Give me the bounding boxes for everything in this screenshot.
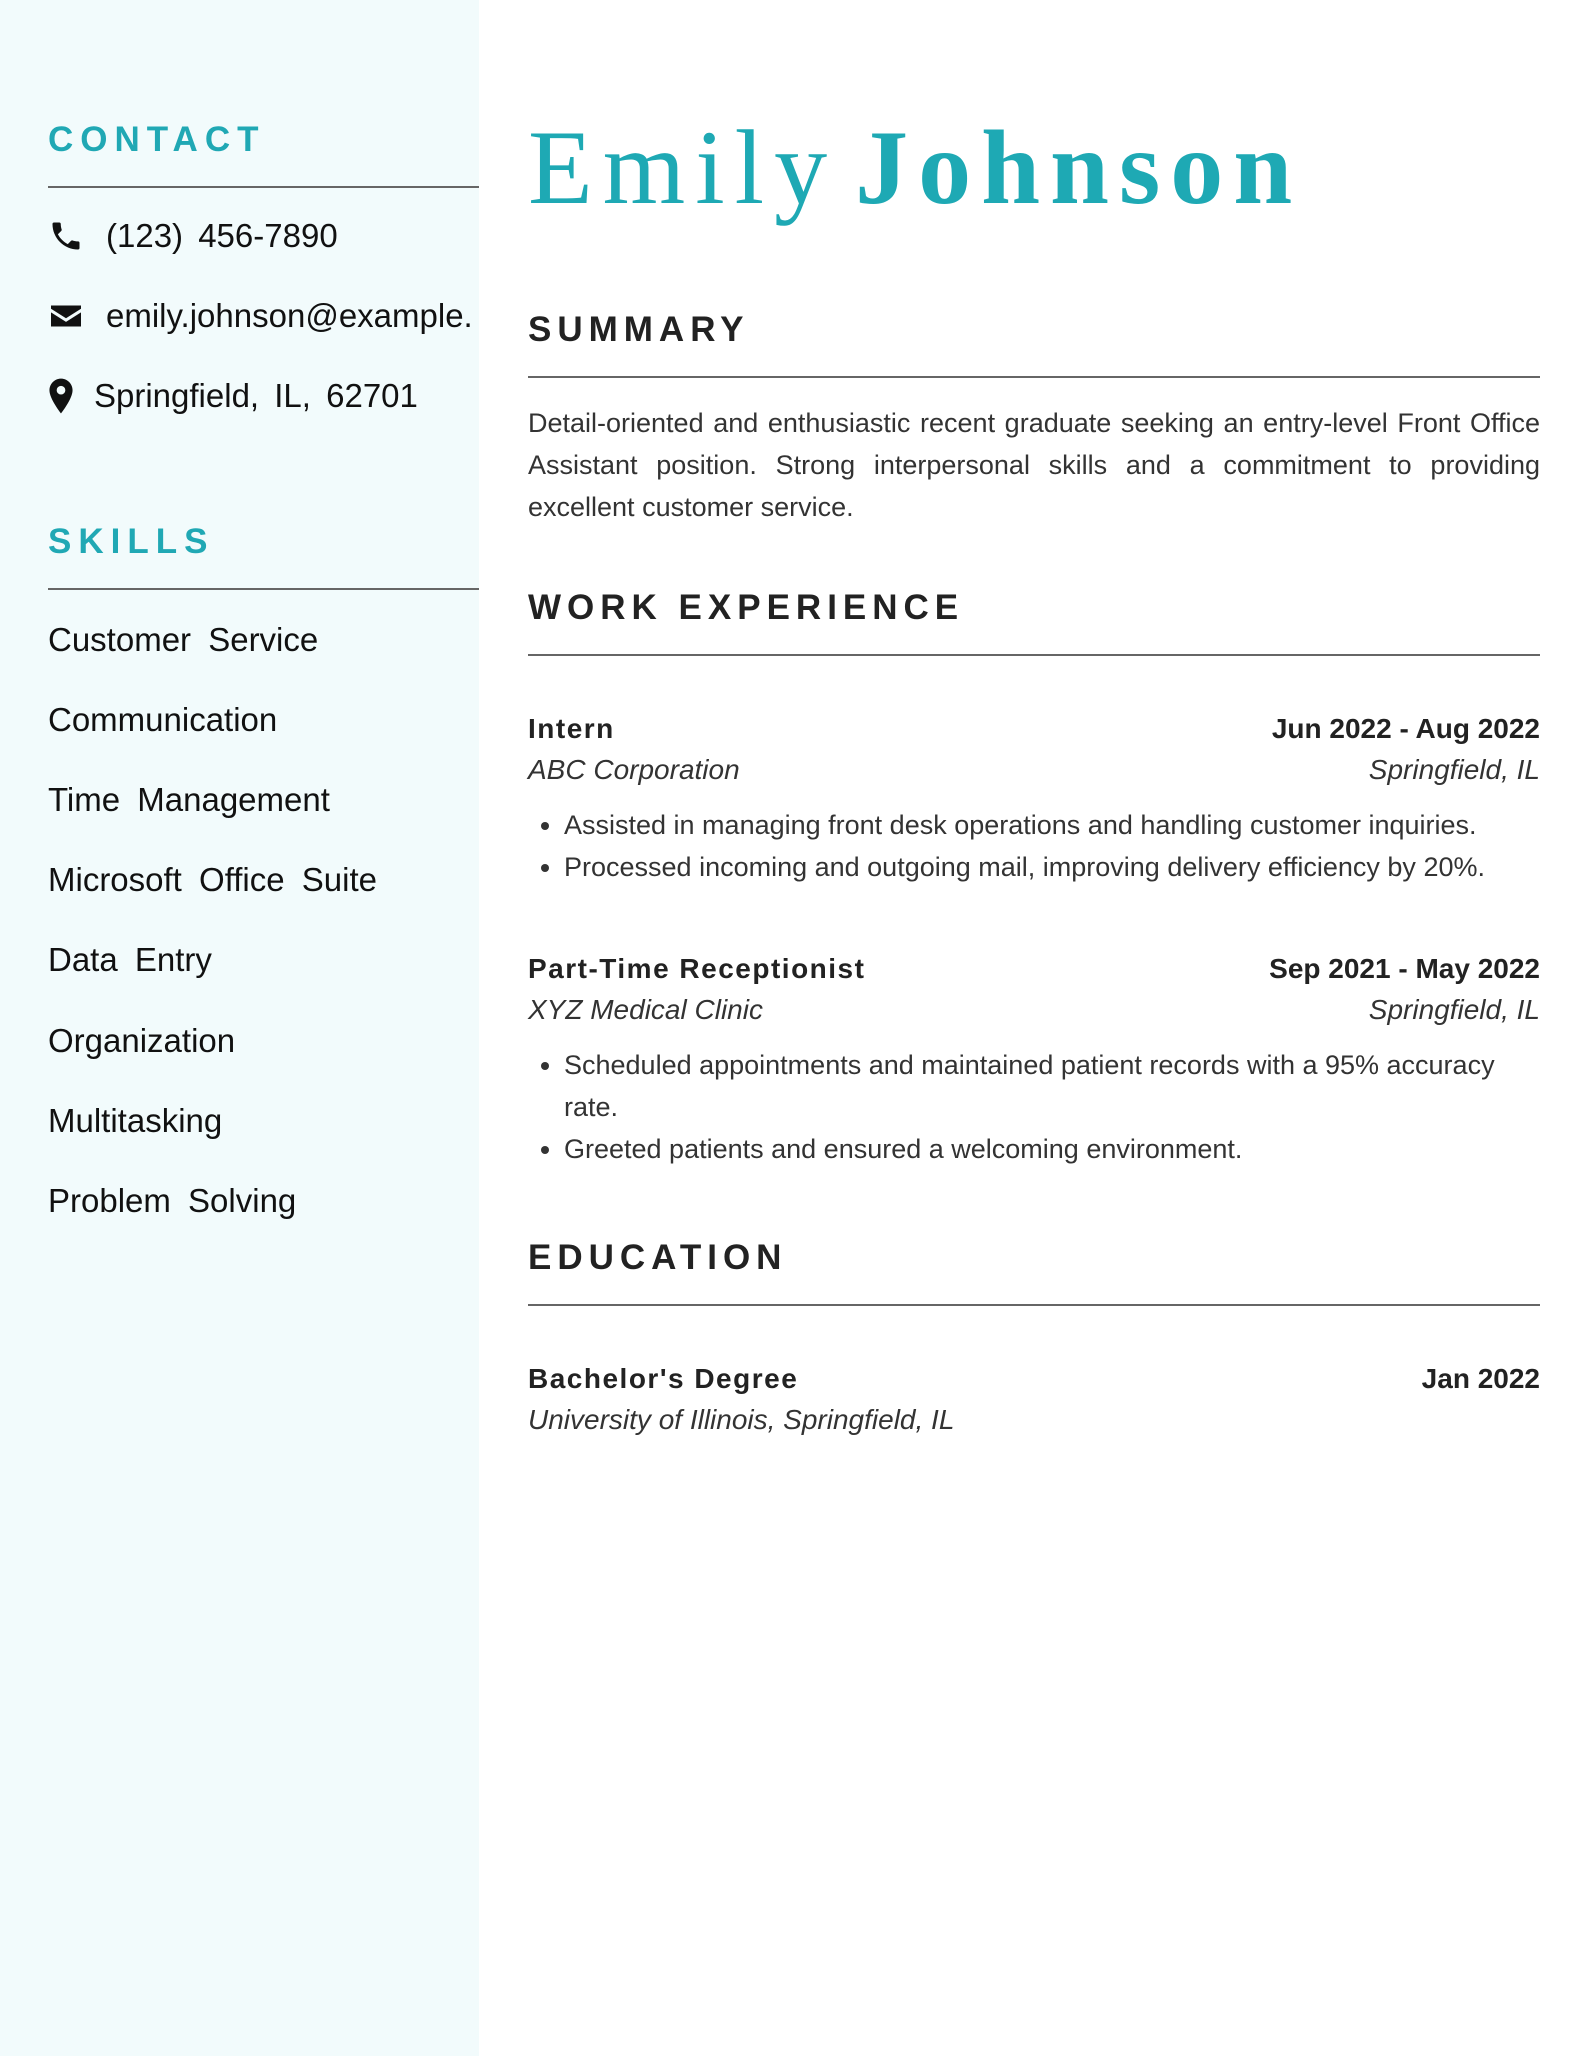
envelope-icon — [48, 298, 84, 334]
job-dates: Sep 2021 - May 2022 — [1269, 953, 1540, 984]
summary-divider — [528, 376, 1540, 378]
job-location: Springfield, IL — [1368, 994, 1540, 1025]
education-date: Jan 2022 — [1421, 1363, 1540, 1394]
summary-text: Detail-oriented and enthusiastic recent graduate seeking an entry-level Front Office Assistant position. Strong interpersonal skills and a commitment to providing excellent customer service. — [528, 408, 1540, 522]
skill-item: Communication — [48, 701, 278, 738]
first-name: Emily — [528, 109, 838, 226]
job-bullets — [528, 1044, 1540, 1170]
sidebar — [0, 0, 479, 2056]
contact-divider — [48, 186, 479, 188]
contact-email — [48, 294, 473, 338]
experience-heading: WORK EXPERIENCE — [528, 588, 965, 627]
job-subheader — [528, 992, 1540, 1028]
last-name: Johnson — [855, 109, 1303, 226]
contact-phone — [48, 214, 338, 258]
skill-item: Data Entry — [48, 941, 212, 978]
job-bullet: • Assisted in managing front desk operations and handling customer inquiries. — [564, 804, 1540, 846]
skills-heading: SKILLS — [48, 522, 215, 561]
job-bullets — [528, 804, 1540, 888]
job-location: Springfield, IL — [1368, 754, 1540, 785]
skill-item: Problem Solving — [48, 1182, 297, 1219]
skill-item: Multitasking — [48, 1102, 223, 1139]
map-pin-icon — [48, 378, 74, 414]
job-title: Intern — [528, 713, 615, 744]
summary-heading: SUMMARY — [528, 310, 750, 349]
education-divider — [528, 1304, 1540, 1306]
location-text: Springfield, IL, 62701 — [94, 377, 418, 414]
candidate-name — [528, 110, 1302, 227]
job-header — [528, 951, 1540, 987]
skill-item: Customer Service — [48, 621, 319, 658]
job-company: XYZ Medical Clinic — [528, 994, 763, 1025]
education-header — [528, 1361, 1540, 1397]
skills-divider — [48, 588, 479, 590]
phone-icon — [48, 218, 84, 254]
contact-location — [48, 374, 418, 418]
job-bullet: • Greeted patients and ensured a welcoming environment. — [564, 1128, 1540, 1170]
experience-divider — [528, 654, 1540, 656]
skill-item: Time Management — [48, 781, 330, 818]
phone-text: (123) 456-7890 — [106, 217, 338, 254]
job-dates: Jun 2022 - Aug 2022 — [1271, 713, 1540, 744]
job-company: ABC Corporation — [528, 754, 740, 785]
school: University of Illinois, Springfield, IL — [528, 1404, 955, 1435]
skill-item: Microsoft Office Suite — [48, 861, 378, 898]
contact-heading: CONTACT — [48, 120, 266, 159]
skill-item: Organization — [48, 1022, 236, 1059]
job-bullet: • Processed incoming and outgoing mail, improving delivery efficiency by 20%. — [564, 846, 1540, 888]
job-subheader — [528, 752, 1540, 788]
job-bullet: • Scheduled appointments and maintained patient records with a 95% accuracy rate. — [564, 1044, 1540, 1128]
job-title: Part-Time Receptionist — [528, 953, 866, 984]
job-header — [528, 711, 1540, 747]
education-heading: EDUCATION — [528, 1238, 788, 1277]
education-subheader — [528, 1402, 1540, 1438]
degree: Bachelor's Degree — [528, 1363, 799, 1394]
email-text: emily.johnson@example. — [106, 297, 473, 334]
